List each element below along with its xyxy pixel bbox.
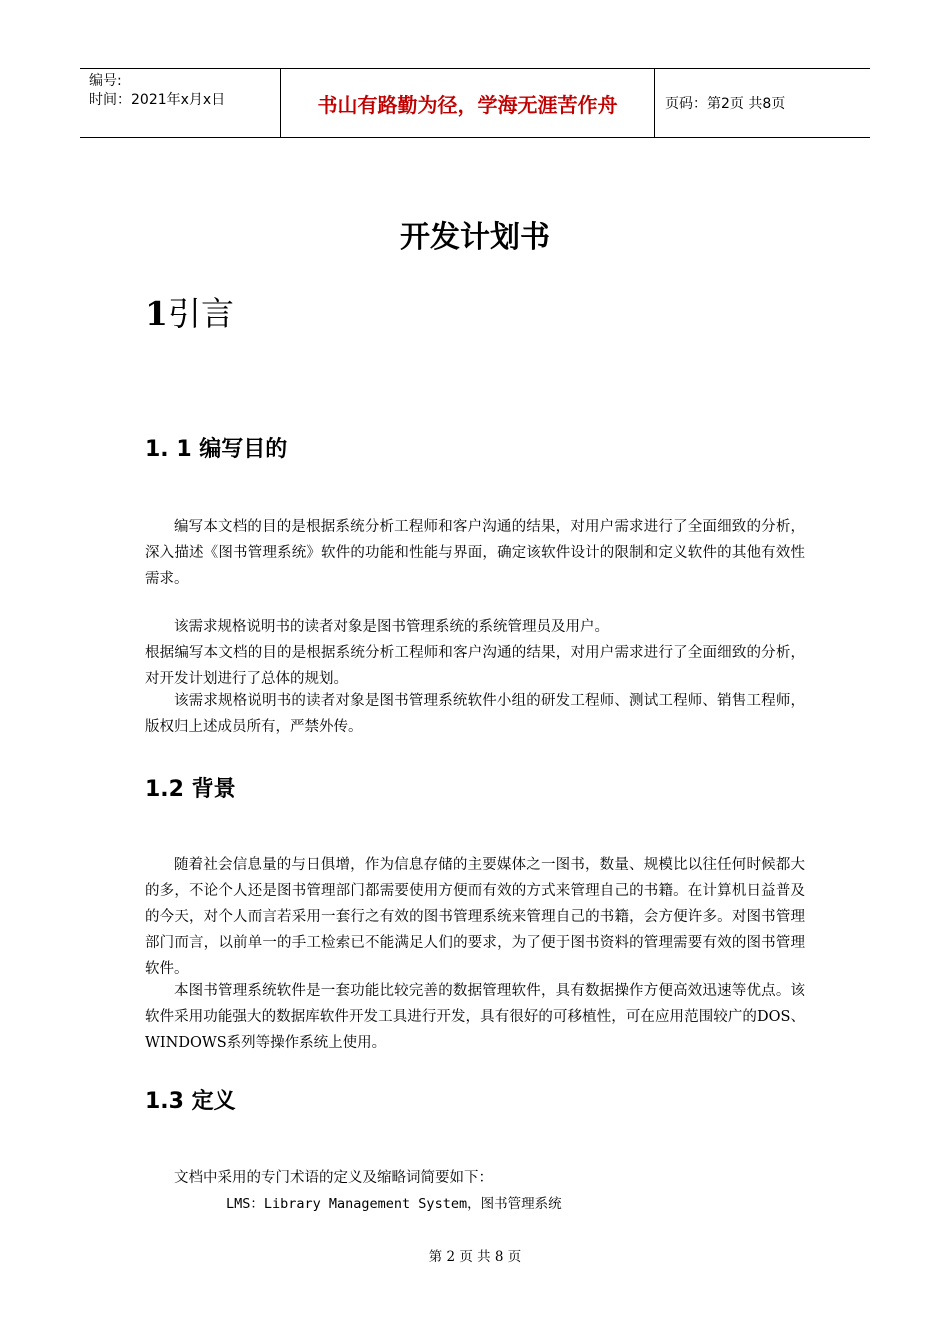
- section-heading-background: 1.2 背景: [145, 777, 236, 802]
- paragraph: 该需求规格说明书的读者对象是图书管理系统的系统管理员及用户。: [174, 619, 609, 635]
- page-header: [80, 68, 870, 138]
- header-motto: 书山有路勤为径，学海无涯苦作舟: [281, 69, 655, 137]
- chapter-number: 1: [145, 294, 168, 333]
- document-date: 时间：2021年x月x日: [89, 92, 226, 108]
- section-heading-definitions: 1.3 定义: [145, 1089, 236, 1114]
- paragraph: 文档中采用的专门术语的定义及缩略词简要如下：: [174, 1170, 493, 1186]
- page-footer: 第 2 页 共 8 页: [428, 1249, 522, 1265]
- header-meta: [80, 69, 281, 137]
- paragraph: 本图书管理系统软件是一套功能比较完善的数据管理软件，具有数据操作方便高效迅速等优点。该软件采用功能强大的数据库软件开发工具进行开发，具有很好的可移植性，可在应用范围较广的DOS、WINDOWS系列等操作系统上使用。: [145, 983, 805, 1051]
- chapter-title: 引言: [167, 294, 234, 333]
- paragraph: 根据编写本文档的目的是根据系统分析工程师和客户沟通的结果，对用户需求进行了全面细致的分析，对开发计划进行了总体的规划。: [145, 645, 805, 687]
- document-title: 开发计划书: [400, 220, 550, 255]
- header-page-info: 页码：第2页 共8页: [665, 96, 786, 112]
- paragraph: 随着社会信息量的与日俱增，作为信息存储的主要媒体之一图书，数量、规模比以往任何时候都大的多，不论个人还是图书管理部门都需要使用方便而有效的方式来管理自己的书籍。在计算机日益普及的今天，对个人而言若采用一套行之有效的图书管理系统来管理自己的书籍，会方便许多。对图书管理部门而言，以前单一的手工检索已不能满足人们的要求，为了便于图书资料的管理需要有效的图书管理软件。: [145, 857, 805, 977]
- paragraph: 编写本文档的目的是根据系统分析工程师和客户沟通的结果，对用户需求进行了全面细致的分析，深入描述《图书管理系统》软件的功能和性能与界面，确定该软件设计的限制和定义软件的其他有效性需求。: [145, 519, 805, 587]
- section-heading-purpose: 1. 1 编写目的: [145, 437, 288, 462]
- definition-item: LMS：Library Management System，图书管理系统: [226, 1196, 562, 1212]
- document-number: 编号:: [89, 73, 122, 89]
- paragraph: 该需求规格说明书的读者对象是图书管理系统软件小组的研发工程师、测试工程师、销售工程师，版权归上述成员所有，严禁外传。: [145, 693, 805, 735]
- chapter-heading: [145, 288, 234, 335]
